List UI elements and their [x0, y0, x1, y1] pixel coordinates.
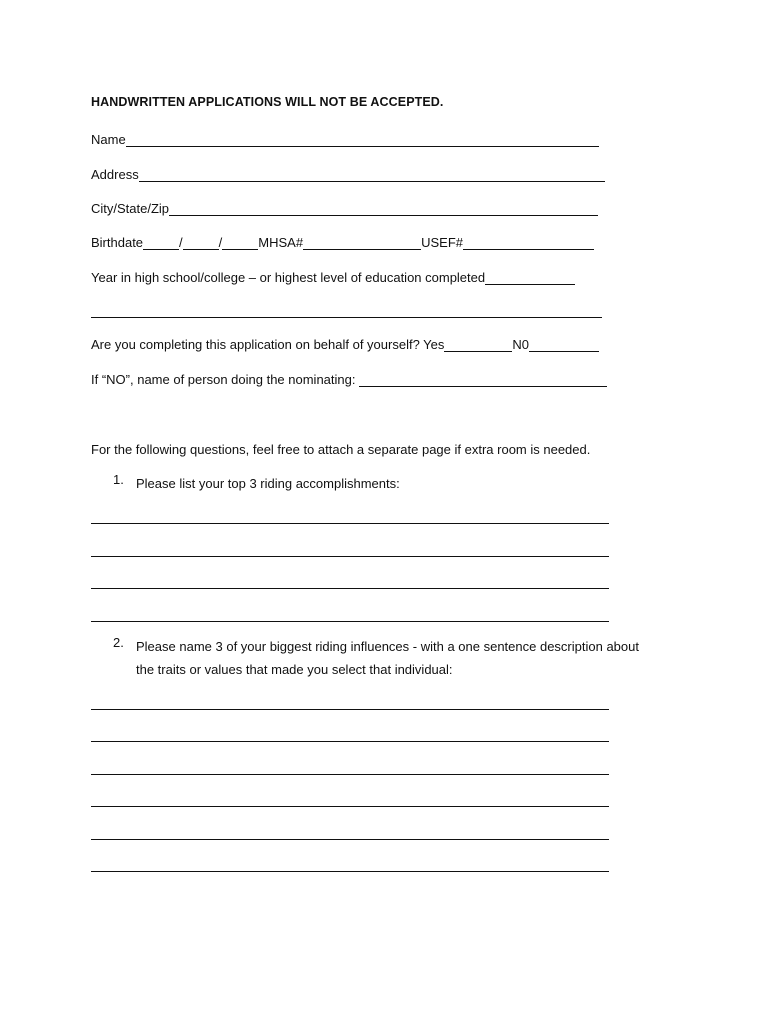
usef-label: USEF#	[421, 235, 463, 250]
birth-day-field[interactable]	[183, 235, 219, 250]
no-field[interactable]	[529, 337, 599, 352]
question-2	[113, 635, 639, 658]
nominator-name-field[interactable]	[359, 372, 607, 387]
no-label: N0	[512, 337, 530, 352]
birthdate-label: Birthdate	[91, 235, 144, 250]
answer-line[interactable]	[91, 806, 609, 807]
usef-number-field[interactable]	[463, 235, 594, 250]
name-row	[91, 130, 599, 148]
answer-line[interactable]	[91, 741, 609, 742]
answer-line[interactable]	[91, 523, 609, 524]
answer-line[interactable]	[91, 621, 609, 622]
form-heading: HANDWRITTEN APPLICATIONS WILL NOT BE ACCEPTED.	[91, 95, 444, 109]
name-label: Name	[91, 132, 126, 147]
address-label: Address	[91, 167, 139, 182]
behalf-row	[91, 335, 599, 353]
question-text: Please list your top 3 riding accomplishments:	[136, 476, 400, 491]
education-row	[91, 268, 575, 286]
answer-line[interactable]	[91, 839, 609, 840]
answer-line[interactable]	[91, 556, 609, 557]
answer-line[interactable]	[91, 774, 609, 775]
answer-line[interactable]	[91, 871, 609, 872]
name-field[interactable]	[126, 132, 599, 147]
mhsa-number-field[interactable]	[303, 235, 421, 250]
date-separator: /	[179, 235, 183, 250]
instructions-row	[91, 440, 590, 458]
question-number: 1.	[113, 472, 124, 487]
question-number: 2.	[113, 635, 124, 650]
education-label: Year in high school/college – or highest level of education completed	[91, 270, 486, 285]
birth-month-field[interactable]	[143, 235, 179, 250]
question-text: Please name 3 of your biggest riding influences - with a one sentence description about	[136, 639, 639, 654]
yes-field[interactable]	[444, 337, 512, 352]
question-2-continued	[113, 658, 453, 681]
education-continuation-line[interactable]	[91, 317, 602, 318]
date-separator: /	[218, 235, 223, 250]
birth-year-field[interactable]	[222, 235, 258, 250]
address-row	[91, 165, 605, 183]
nominator-row	[91, 370, 607, 388]
nominator-label: If “NO”, name of person doing the nominating:	[91, 372, 360, 387]
mhsa-label: MHSA#	[258, 235, 304, 250]
birthdate-row	[91, 233, 594, 251]
answer-line[interactable]	[91, 588, 609, 589]
education-field[interactable]	[485, 270, 575, 285]
question-text-continued: the traits or values that made you select that individual:	[136, 662, 453, 677]
instructions-text: For the following questions, feel free to attach a separate page if extra room is needed.	[91, 442, 591, 457]
city-state-zip-row	[91, 199, 598, 217]
address-field[interactable]	[139, 167, 605, 182]
behalf-label: Are you completing this application on behalf of yourself? Yes	[91, 337, 445, 352]
city-state-zip-label: City/State/Zip	[91, 201, 170, 216]
answer-line[interactable]	[91, 709, 609, 710]
question-1	[113, 472, 400, 495]
city-state-zip-field[interactable]	[169, 201, 598, 216]
